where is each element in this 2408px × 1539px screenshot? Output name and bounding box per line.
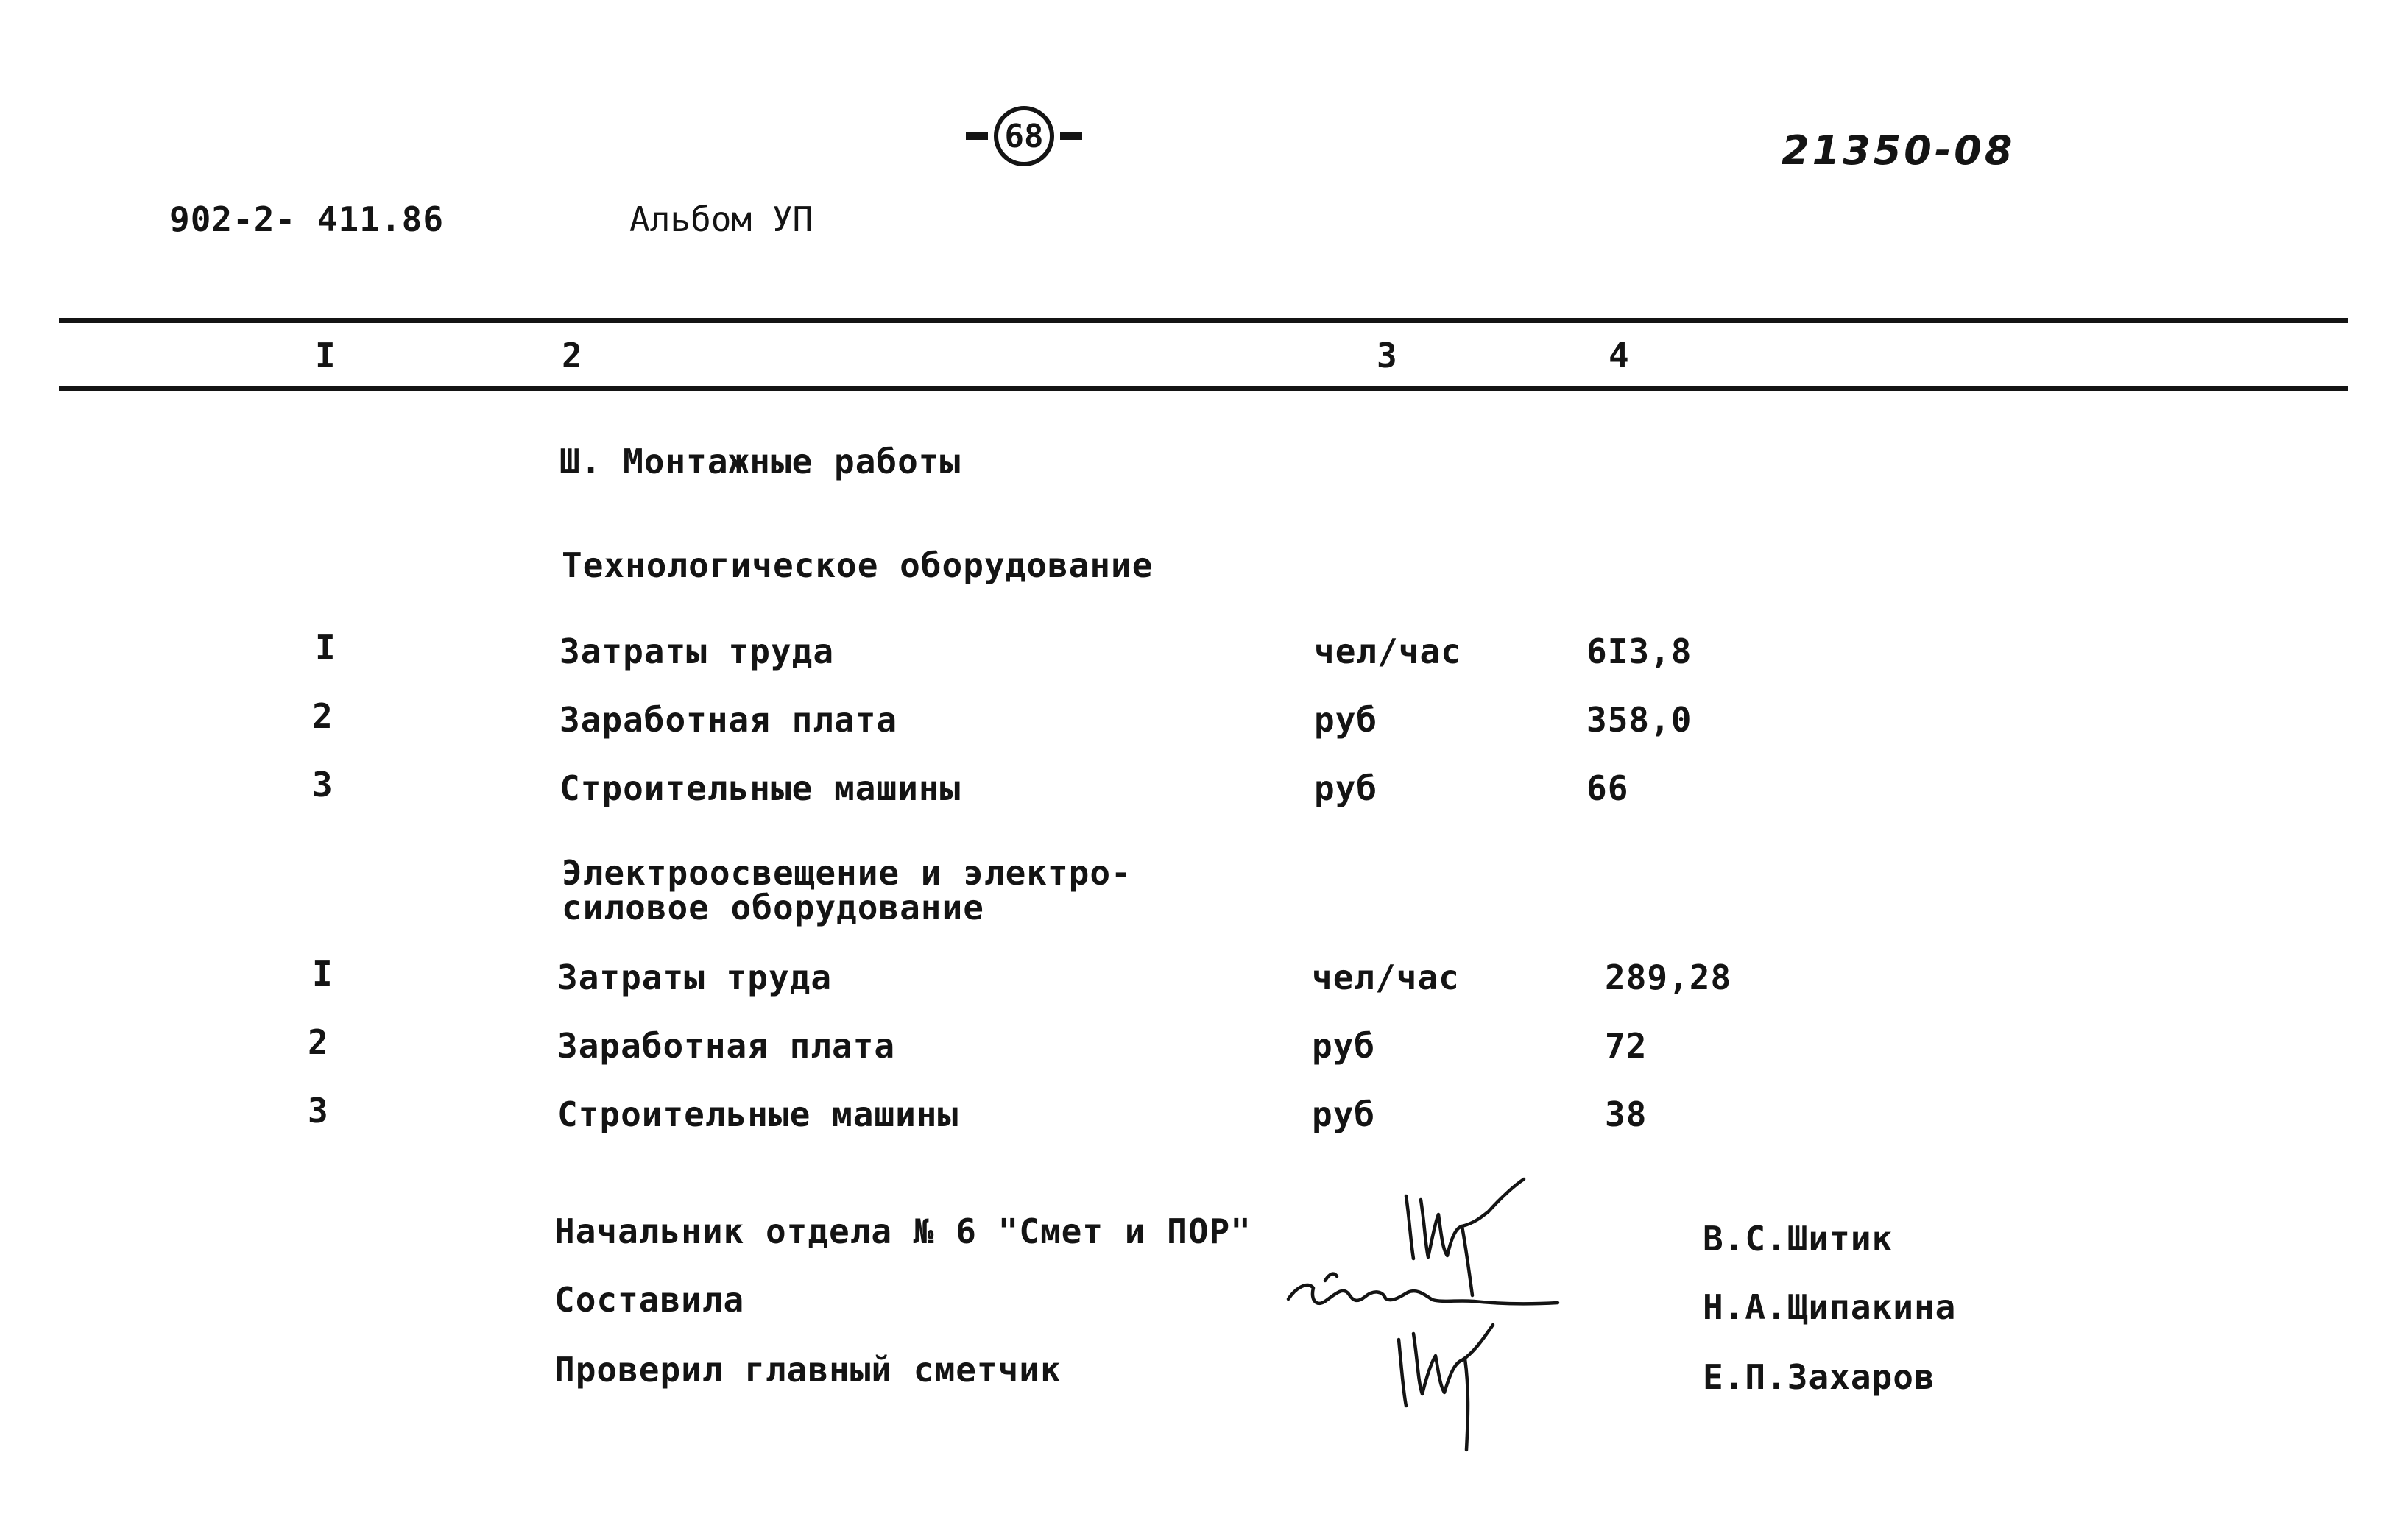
row-number: I xyxy=(312,954,333,994)
album-label: Альбом УП xyxy=(629,199,813,239)
row-number: 2 xyxy=(308,1022,329,1062)
col-header-3: 3 xyxy=(1377,336,1398,375)
group-title: Технологическое оборудование xyxy=(562,545,1154,585)
row-value: 6I3,8 xyxy=(1586,631,1692,671)
col-header-2: 2 xyxy=(562,336,583,375)
signature-role: Составила xyxy=(554,1280,745,1320)
signature-name: В.С.Шитик xyxy=(1703,1219,1893,1259)
row-name: Строительные машины xyxy=(559,768,961,808)
row-name: Затраты труда xyxy=(559,631,835,671)
row-unit: руб xyxy=(1314,768,1378,808)
group-title-line1: Электроосвещение и электро- xyxy=(562,853,1132,893)
header-rule xyxy=(59,386,2348,391)
row-name: Заработная плата xyxy=(559,700,898,740)
row-number: 2 xyxy=(312,696,333,736)
row-number: I xyxy=(315,628,336,668)
row-unit: чел/час xyxy=(1314,631,1462,671)
signature-name: Н.А.Щипакина xyxy=(1703,1287,1957,1327)
row-number: 3 xyxy=(312,765,333,804)
row-name: Строительные машины xyxy=(557,1094,959,1134)
dash-left xyxy=(966,132,988,140)
row-value: 72 xyxy=(1605,1026,1648,1066)
row-unit: руб xyxy=(1312,1026,1376,1066)
row-value: 358,0 xyxy=(1586,700,1692,740)
row-name: Затраты труда xyxy=(557,958,833,997)
row-value: 66 xyxy=(1586,768,1629,808)
group-title-line2: силовое оборудование xyxy=(562,888,984,927)
col-header-1: I xyxy=(315,336,336,375)
row-number: 3 xyxy=(308,1091,329,1131)
row-unit: руб xyxy=(1314,700,1378,740)
handwritten-signatures xyxy=(1281,1170,1693,1465)
top-rule xyxy=(59,318,2348,323)
archive-number: 21350-08 xyxy=(1782,127,2016,174)
signature-role: Начальник отдела № 6 "Смет и ПОР" xyxy=(554,1211,1251,1251)
signature-name: Е.П.Захаров xyxy=(1703,1357,1935,1397)
signature-role: Проверил главный сметчик xyxy=(554,1350,1062,1390)
page-number xyxy=(966,103,1082,169)
row-unit: чел/час xyxy=(1312,958,1460,997)
section-title: Ш. Монтажные работы xyxy=(559,442,961,481)
dash-right xyxy=(1060,132,1082,140)
col-header-4: 4 xyxy=(1609,336,1630,375)
row-value: 289,28 xyxy=(1605,958,1732,997)
row-value: 38 xyxy=(1605,1094,1648,1134)
doc-code: 902-2- 411.86 xyxy=(169,199,445,239)
row-name: Заработная плата xyxy=(557,1026,896,1066)
row-unit: руб xyxy=(1312,1094,1376,1134)
page-number-circle: 68 xyxy=(994,106,1054,166)
